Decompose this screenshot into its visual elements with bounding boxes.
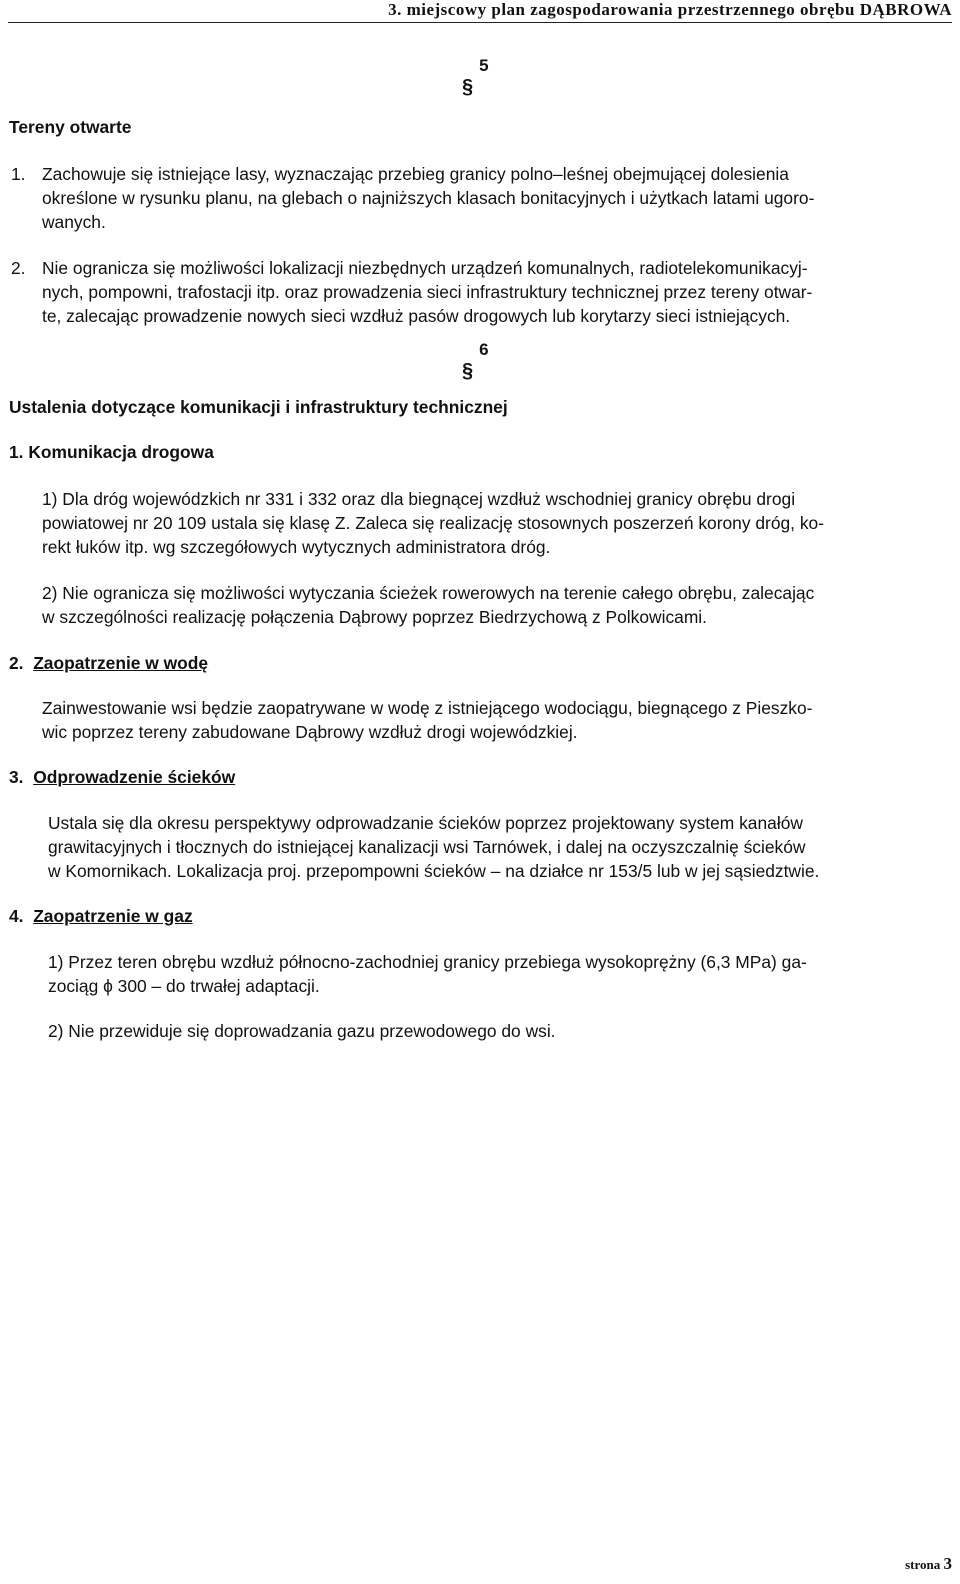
section-symbol: § bbox=[462, 76, 474, 98]
sewage-line-1: Ustala się dla okresu perspektywy odprowadzanie ścieków poprzez projektowany system kanałów bbox=[48, 813, 803, 833]
item-2-line-2: nych, pompowni, trafostacji itp. oraz prowadzenia sieci infrastruktury technicznej przez tereny otwar- bbox=[42, 282, 813, 302]
header-place: DĄBROWA bbox=[859, 0, 952, 19]
heading-woda bbox=[9, 651, 208, 675]
item-2-line-3: te, zalecając prowadzenie nowych sieci wzdłuż pasów drogowych lub korytarzy sieci istniejących. bbox=[42, 306, 791, 326]
water-line-1: Zainwestowanie wsi będzie zaopatrywane w wodę z istniejącego wodociągu, biegnącego z Pieszko- bbox=[42, 698, 813, 718]
footer-label: strona bbox=[905, 1557, 944, 1572]
heading-gaz bbox=[9, 904, 193, 928]
section-number: 6 bbox=[479, 340, 489, 359]
section-5-title: Tereny otwarte bbox=[9, 117, 132, 137]
item-2-number: 2. bbox=[11, 258, 26, 278]
heading-gaz-number: 4. bbox=[9, 906, 24, 926]
section-6-title: Ustalenia dotyczące komunikacji i infrastruktury technicznej bbox=[9, 397, 508, 417]
gas-para-1-line-2: zociąg ϕ 300 – do trwałej adaptacji. bbox=[48, 976, 320, 996]
item-1-line-2: określone w rysunku planu, na glebach o najniższych klasach bonitacyjnych i użytkach latami ugoro- bbox=[42, 188, 815, 208]
footer-page-number: 3 bbox=[943, 1554, 952, 1573]
header-prefix: 3. miejscowy plan zagospodarowania przestrzennego bbox=[388, 0, 800, 19]
sewage-line-2: grawitacyjnych i tłocznych do istniejącej kanalizacji wsi Tarnówek, i dalej na oczyszczalnię ścieków bbox=[48, 837, 806, 857]
section-symbol: § bbox=[462, 360, 474, 382]
road-para-1-line-3: rekt łuków itp. wg szczegółowych wytycznych administratora dróg. bbox=[42, 537, 551, 557]
page-footer bbox=[905, 1554, 952, 1574]
heading-scieki-text: Odprowadzenie ścieków bbox=[33, 767, 236, 787]
gas-para-2: 2) Nie przewiduje się doprowadzania gazu przewodowego do wsi. bbox=[48, 1021, 556, 1041]
section-5-marker bbox=[462, 56, 489, 98]
road-para-2-line-2: w szczególności realizację połączenia Dąbrowy poprzez Biedrzychową z Polkowicami. bbox=[42, 607, 707, 627]
item-1-number: 1. bbox=[11, 164, 26, 184]
heading-scieki-number: 3. bbox=[9, 767, 24, 787]
sewage-line-3: w Komornikach. Lokalizacja proj. przepompowni ścieków – na działce nr 153/5 lub w jej sąsiedztwie. bbox=[48, 861, 820, 881]
item-2-line-1: Nie ogranicza się możliwości lokalizacji niezbędnych urządzeń komunalnych, radiotelekomunikacyj- bbox=[42, 258, 808, 278]
road-para-2-line-1: 2) Nie ogranicza się możliwości wytyczania ścieżek rowerowych na terenie całego obrębu, zalecając bbox=[42, 583, 815, 603]
header-middle: obrębu bbox=[799, 0, 860, 19]
heading-scieki bbox=[9, 765, 235, 789]
item-1-line-3: wanych. bbox=[42, 212, 106, 232]
heading-woda-number: 2. bbox=[9, 653, 24, 673]
road-para-1-line-1: 1) Dla dróg wojewódzkich nr 331 i 332 oraz dla biegnącej wzdłuż wschodniej granicy obrębu drogi bbox=[42, 489, 796, 509]
gas-para-1-line-1: 1) Przez teren obrębu wzdłuż północno-zachodniej granicy przebiega wysokoprężny (6,3 MPa) ga- bbox=[48, 952, 807, 972]
section-6-marker bbox=[462, 340, 489, 382]
item-1-line-1: Zachowuje się istniejące lasy, wyznaczając przebieg granicy polno–leśnej obejmującej dolesienia bbox=[42, 164, 789, 184]
water-line-2: wic poprzez tereny zabudowane Dąbrowy wzdłuż drogi wojewódzkiej. bbox=[42, 722, 578, 742]
section-number: 5 bbox=[479, 56, 489, 75]
heading-gaz-text: Zaopatrzenie w gaz bbox=[33, 906, 193, 926]
page-header bbox=[8, 0, 952, 23]
heading-woda-text: Zaopatrzenie w wodę bbox=[33, 653, 209, 673]
heading-komunikacja: 1. Komunikacja drogowa bbox=[9, 442, 214, 462]
road-para-1-line-2: powiatowej nr 20 109 ustala się klasę Z. Zaleca się realizację stosownych poszerzeń korony dróg, ko- bbox=[42, 513, 825, 533]
